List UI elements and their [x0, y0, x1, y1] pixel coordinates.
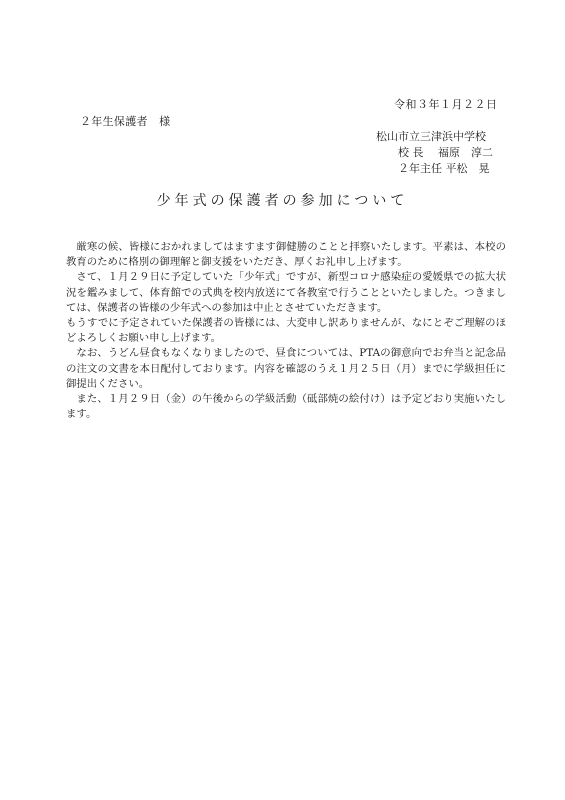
paragraph-apology: もうすでに予定されていた保護者の皆様には、大変申し訳ありませんが、なにとぞご理解のほどよろしくお願い申し上げます。	[66, 317, 506, 345]
sender-principal: 校 長 福原 淳二	[398, 146, 493, 159]
sender-block	[376, 129, 493, 177]
paragraph-class-activity: また、１月２９日（金）の午後からの学級活動（砥部焼の絵付け）は予定どおり実施いたします。	[66, 393, 506, 421]
recipient-line: ２年生保護者 様	[80, 115, 171, 128]
sender-school: 松山市立三津浜中学校	[376, 130, 486, 143]
paragraph-greeting: 厳寒の候、皆様におかれましてはますます御健勝のことと拝察いたします。平素は、本校の教育のために格別の御理解と御支援をいただき、厚くお礼申し上げます。	[66, 241, 506, 269]
sender-grade-head: ２年主任 平松 晃	[398, 162, 490, 175]
paragraph-ceremony-change: さて、１月２９日に予定していた「少年式」ですが、新型コロナ感染症の愛媛県での拡大状況を鑑みまして、体育館での式典を校内放送にて各教室で行うことといたしました。つきましては、保護者の皆様の少年式への参加は中止とさせていただきます。	[66, 271, 506, 314]
paragraph-lunch: なお、うどん昼食もなくなりましたので、昼食については、PTAの御意向でお弁当と記念品の注文の文書を本日配付しております。内容を確認のうえ１月２５日（月）までに学級担任に御提出ください。	[66, 347, 506, 390]
document-title: 少年式の保護者の参加について	[156, 193, 409, 209]
letter-body	[66, 240, 506, 422]
document-date: 令和３年１月２２日	[394, 98, 498, 111]
